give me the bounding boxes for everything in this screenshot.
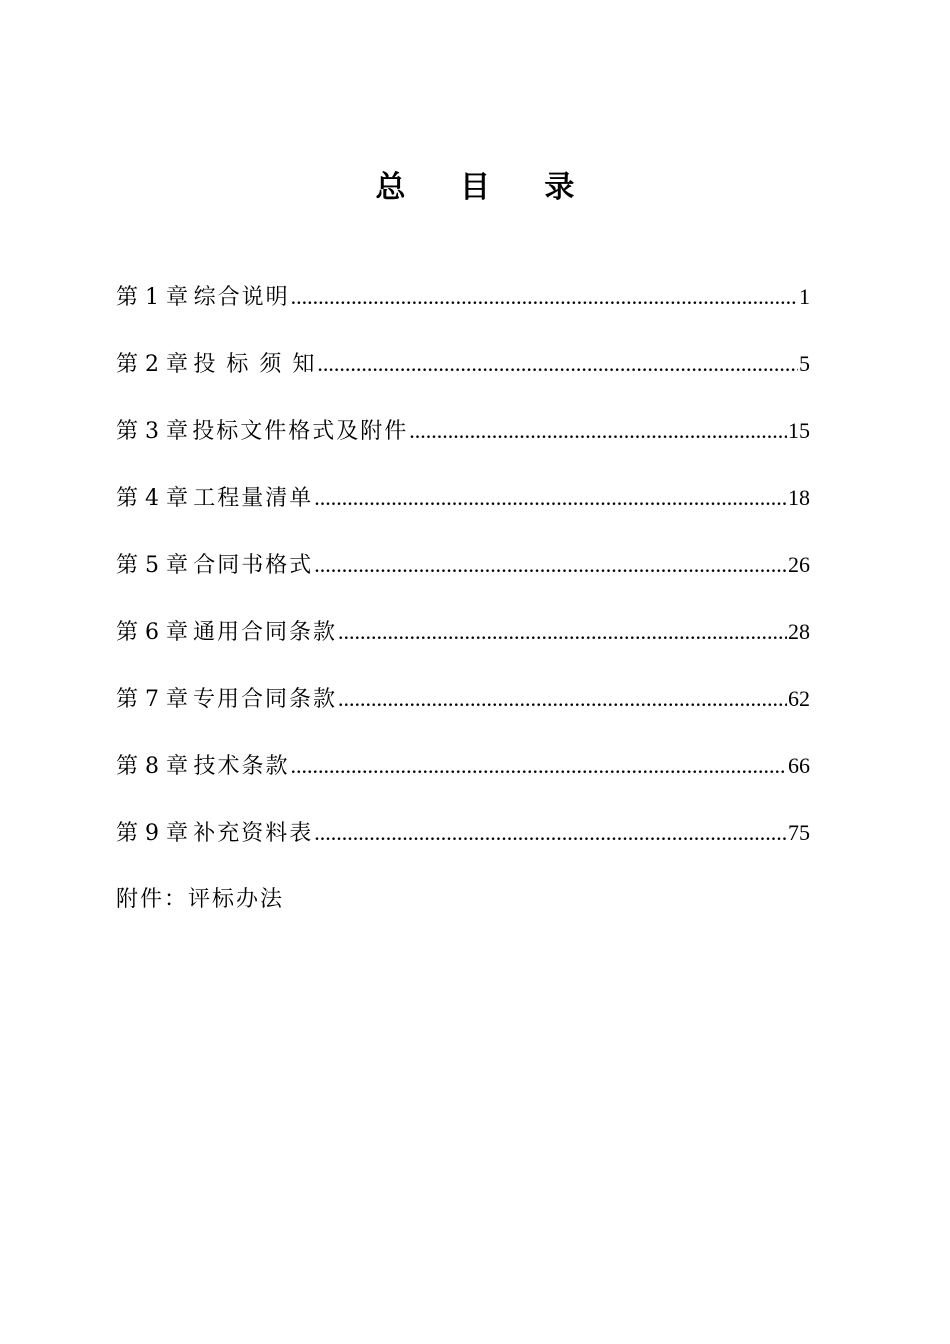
toc-leader-dots — [317, 344, 798, 384]
toc-chapter-number: 第 5 章 — [116, 553, 188, 578]
toc-entry-title: 专用合同条款 — [193, 687, 338, 712]
toc-entry-title: 合同书格式 — [193, 553, 314, 578]
toc-entry-title: 工程量清单 — [193, 486, 314, 511]
toc-chapter-number: 第 1 章 — [116, 285, 188, 310]
toc-chapter-number: 第 4 章 — [116, 486, 188, 511]
toc-entry-title: 技术条款 — [193, 754, 290, 779]
toc-entry-6[interactable] — [116, 612, 810, 679]
toc-entry-7[interactable] — [116, 679, 810, 746]
toc-appendix-entry[interactable]: 附件：评标办法 — [116, 887, 285, 912]
toc-leader-dots — [338, 679, 787, 719]
toc-page-number: 75 — [788, 820, 810, 845]
toc-entry-2[interactable] — [116, 344, 810, 411]
toc-leader-dots — [314, 813, 787, 853]
toc-entry-9[interactable] — [116, 813, 810, 880]
page-title: 总 目 录 — [375, 170, 597, 205]
toc-page-number: 18 — [788, 485, 810, 510]
toc-chapter-number: 第 8 章 — [116, 754, 188, 779]
toc-page-number: 1 — [799, 284, 810, 309]
toc-leader-dots — [314, 545, 787, 585]
toc-entry-title: 通用合同条款 — [193, 620, 338, 645]
toc-chapter-number: 第 9 章 — [116, 821, 188, 846]
toc-leader-dots — [314, 478, 787, 518]
toc-leader-dots — [338, 612, 787, 652]
toc-chapter-number: 第 7 章 — [116, 687, 188, 712]
toc-entry-3[interactable] — [116, 411, 810, 478]
toc-entry-5[interactable] — [116, 545, 810, 612]
toc-chapter-number: 第 2 章 — [116, 352, 188, 377]
toc-entry-title: 投 标 须 知 — [193, 352, 317, 377]
toc-page-number: 28 — [788, 619, 810, 644]
toc-page-number: 62 — [788, 686, 810, 711]
toc-page-number: 66 — [788, 753, 810, 778]
table-of-contents — [116, 277, 810, 920]
toc-entry-4[interactable] — [116, 478, 810, 545]
toc-leader-dots — [291, 746, 787, 786]
toc-chapter-number: 第 3 章 — [116, 419, 188, 444]
toc-entry-8[interactable] — [116, 746, 810, 813]
toc-page-number: 5 — [799, 351, 810, 376]
toc-page-number: 15 — [788, 418, 810, 443]
toc-leader-dots — [291, 277, 798, 317]
toc-chapter-number: 第 6 章 — [116, 620, 188, 645]
toc-entry-title: 投标文件格式及附件 — [192, 419, 409, 444]
toc-entry-1[interactable] — [116, 277, 810, 344]
toc-page-number: 26 — [788, 552, 810, 577]
toc-leader-dots — [409, 411, 787, 451]
toc-entry-title: 补充资料表 — [193, 821, 314, 846]
toc-entry-title: 综合说明 — [193, 285, 290, 310]
